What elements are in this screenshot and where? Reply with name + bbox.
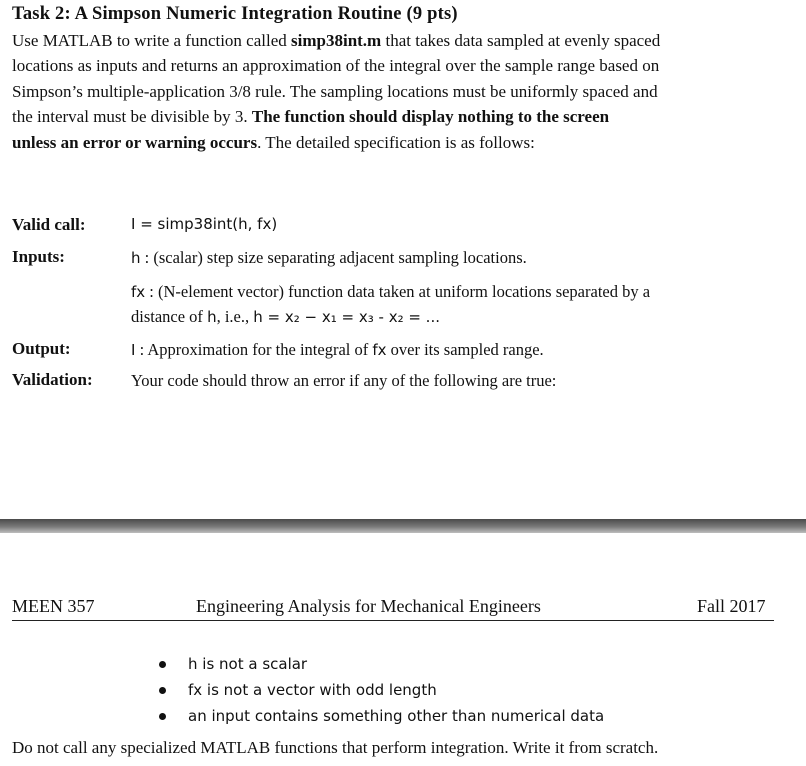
spacing-formula: h = x₂ − x₁ = x₃ - x₂ = ... <box>253 308 440 326</box>
header-rule <box>12 620 774 621</box>
validation-label: Validation: <box>12 370 93 389</box>
input-fx-h: h <box>207 308 217 326</box>
output-label: Output: <box>12 339 71 358</box>
input-fx-name: fx <box>131 283 146 301</box>
bullet-icon <box>159 661 166 668</box>
paragraph-line-3: Simpson’s multiple-application 3/8 rule. The sampling locations must be uniformly spaced and <box>12 82 658 101</box>
paragraph-line-2: locations as inputs and returns an approximation of the integral over the sample range based on <box>12 56 660 75</box>
course-title: Engineering Analysis for Mechanical Engineers <box>196 596 541 616</box>
emphasis-text: The function should display nothing to the screen <box>251 107 610 126</box>
para-text: . The detailed specification is as follows: <box>257 133 535 152</box>
input-fx-desc-2: distance of <box>131 307 203 326</box>
course-code: MEEN 357 <box>12 596 95 616</box>
bullet-item: an input contains something other than numerical data <box>188 707 605 725</box>
paragraph-line-1 <box>12 31 660 51</box>
input-fx <box>131 282 650 302</box>
page-break-divider <box>0 519 806 533</box>
input-fx-desc-3: , i.e., <box>216 307 250 326</box>
bullet-icon <box>159 687 166 694</box>
inputs-label: Inputs: <box>12 247 65 266</box>
validation-desc: Your code should throw an error if any of the following are true: <box>131 371 557 390</box>
output-desc: : Approximation for the integral of <box>139 340 369 359</box>
bullet-item: fx is not a vector with odd length <box>188 681 437 699</box>
para-text: that takes data sampled at evenly spaced <box>385 31 661 50</box>
input-h-name: h <box>131 249 141 267</box>
paragraph-line-4 <box>12 107 609 127</box>
para-text: the interval must be divisible by 3. <box>12 107 248 126</box>
footer-note: Do not call any specialized MATLAB functions that perform integration. Write it from scratch. <box>12 738 659 757</box>
output-name: I <box>131 341 136 359</box>
emphasis-text: unless an error or warning occurs <box>12 133 258 152</box>
output-desc-2: over its sampled range. <box>390 340 544 359</box>
bullet-icon <box>159 713 166 720</box>
function-name: simp38int.m <box>291 31 382 50</box>
input-h <box>131 248 527 268</box>
input-fx-desc: : (N-element vector) function data taken at uniform locations separated by a <box>149 282 651 301</box>
course-term: Fall 2017 <box>697 596 766 616</box>
valid-call-value: I = simp38int(h, fx) <box>131 215 278 233</box>
paragraph-line-5 <box>12 133 535 153</box>
bullet-item: h is not a scalar <box>188 655 308 673</box>
input-fx-line-2 <box>131 307 440 327</box>
valid-call-label: Valid call: <box>12 215 86 234</box>
input-h-desc: : (scalar) step size separating adjacent sampling locations. <box>144 248 527 267</box>
para-text: Use MATLAB to write a function called <box>12 31 287 50</box>
output-value <box>131 340 544 360</box>
output-fx: fx <box>372 341 387 359</box>
task-title: Task 2: A Simpson Numeric Integration Routine (9 pts) <box>12 4 458 24</box>
